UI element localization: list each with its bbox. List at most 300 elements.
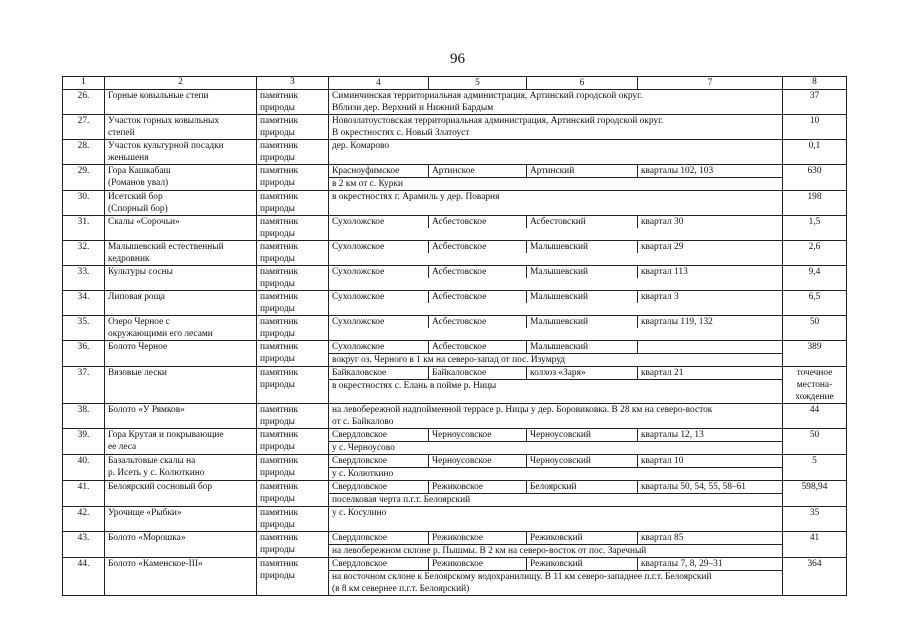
row-number-text: 26. bbox=[77, 91, 90, 101]
quarters: кварталы 119, 132 bbox=[641, 317, 713, 327]
location-cell bbox=[329, 266, 783, 291]
object-name bbox=[105, 558, 257, 596]
location-description: поселковая черта п.г.т. Белоярский bbox=[332, 495, 471, 505]
row-number-text: 27. bbox=[77, 116, 90, 126]
object-name bbox=[105, 165, 257, 191]
object-name-line: (Спорный бор) bbox=[108, 204, 168, 214]
quarters bbox=[638, 341, 782, 354]
forestry-grid bbox=[329, 429, 782, 442]
table-row bbox=[63, 291, 847, 316]
forestry-grid bbox=[329, 455, 782, 468]
row-number bbox=[63, 291, 105, 316]
area-value-line: 2,6 bbox=[808, 242, 821, 252]
forestry: Асбестовское bbox=[429, 291, 527, 303]
location-cell bbox=[329, 455, 783, 481]
area-value bbox=[783, 404, 847, 429]
object-name bbox=[105, 507, 257, 532]
quarters: квартал 10 bbox=[638, 455, 782, 468]
area-value bbox=[783, 507, 847, 532]
row-number bbox=[63, 341, 105, 367]
location-cell bbox=[329, 367, 783, 404]
object-category-line: природы bbox=[260, 380, 295, 390]
object-category bbox=[257, 507, 329, 532]
area-value-line: 0,1 bbox=[808, 141, 821, 151]
table-row bbox=[63, 404, 847, 429]
location-description: вокруг оз. Черного в 1 км на северо-запад от пос. Изумруд bbox=[332, 355, 566, 365]
object-category-line: памятник bbox=[260, 267, 299, 277]
object-name-line: Гора Крутая и покрывающие bbox=[108, 430, 224, 440]
table-row bbox=[63, 241, 847, 266]
sub-forestry: Черноусовский bbox=[527, 429, 638, 442]
location-cell bbox=[329, 507, 783, 532]
object-category bbox=[257, 140, 329, 165]
row-number-text: 30. bbox=[77, 192, 90, 202]
row-number bbox=[63, 404, 105, 429]
object-name bbox=[105, 316, 257, 341]
object-category bbox=[257, 241, 329, 266]
object-category-line: памятник bbox=[260, 91, 299, 101]
object-name bbox=[105, 291, 257, 316]
sub-forestry: Асбестовский bbox=[527, 216, 638, 228]
object-category bbox=[257, 367, 329, 404]
object-category-line: памятник bbox=[260, 456, 299, 466]
forestry-grid bbox=[329, 316, 782, 328]
object-category-line: памятник bbox=[260, 242, 299, 252]
forestry: Байкаловское bbox=[429, 367, 527, 380]
area-value-line: 44 bbox=[809, 405, 820, 415]
row-number bbox=[63, 241, 105, 266]
object-name bbox=[105, 341, 257, 367]
location-description: на левобережной надпойменной террасе р. Ницы у дер. Боровиковка. В 28 км на северо-восток bbox=[332, 405, 713, 415]
area-value-line: 389 bbox=[807, 342, 822, 352]
object-category-line: памятник bbox=[260, 342, 299, 352]
area-value bbox=[783, 140, 847, 165]
header-col-3: 3 bbox=[257, 77, 329, 90]
quarters: квартал 3 bbox=[641, 292, 679, 302]
quarters: квартал 21 bbox=[638, 367, 782, 380]
protected-areas-table bbox=[62, 76, 847, 596]
object-category bbox=[257, 165, 329, 191]
location-description: от с. Байкалово bbox=[332, 417, 394, 427]
area-value bbox=[783, 429, 847, 455]
object-category-line: природы bbox=[260, 545, 295, 555]
sub-forestry: Черноусовский bbox=[527, 455, 638, 468]
object-category-line: природы bbox=[260, 153, 295, 163]
forestry-grid bbox=[329, 367, 782, 380]
forestry-district: Свердловское bbox=[329, 558, 429, 571]
forestry-district: Сухоложское bbox=[329, 316, 429, 328]
object-category-line: памятник bbox=[260, 116, 299, 126]
quarters: квартал 85 bbox=[638, 532, 782, 545]
object-category-line: памятник bbox=[260, 368, 299, 378]
forestry-grid bbox=[329, 216, 782, 228]
area-value-line: местона- bbox=[796, 380, 833, 390]
location-description: у с. Черноусово bbox=[332, 443, 395, 453]
object-name-line: ее леса bbox=[108, 442, 137, 452]
table-row bbox=[63, 191, 847, 216]
row-number bbox=[63, 455, 105, 481]
location-description: у с. Косулино bbox=[332, 508, 387, 518]
location-cell bbox=[329, 115, 783, 140]
forestry: Артинское bbox=[429, 165, 527, 178]
quarters: квартал 113 bbox=[641, 267, 688, 277]
area-value bbox=[783, 291, 847, 316]
forestry-district: Сухоложское bbox=[329, 266, 429, 278]
row-number bbox=[63, 216, 105, 241]
location-cell bbox=[329, 341, 783, 367]
page-number: 96 bbox=[450, 51, 465, 67]
location-cell bbox=[329, 558, 783, 596]
quarters: квартал 30 bbox=[641, 217, 684, 227]
forestry-grid bbox=[329, 165, 782, 178]
header-col-6: 6 bbox=[527, 77, 638, 89]
object-category-line: природы bbox=[260, 329, 295, 339]
object-category-line: природы bbox=[260, 468, 295, 478]
quarters: кварталы 50, 54, 55, 58–61 bbox=[638, 481, 782, 494]
object-category-line: природы bbox=[260, 254, 295, 264]
location-description: у с. Колюткино bbox=[332, 469, 394, 479]
area-value bbox=[783, 90, 847, 115]
object-category-line: памятник bbox=[260, 559, 299, 569]
location-cell bbox=[329, 532, 783, 558]
table-row bbox=[63, 140, 847, 165]
header-row bbox=[63, 77, 847, 90]
object-name-line: р. Исеть у с. Колюткино bbox=[108, 468, 205, 478]
area-value bbox=[783, 115, 847, 140]
sub-forestry: Малышевский bbox=[527, 266, 638, 278]
object-category bbox=[257, 316, 329, 341]
table-row bbox=[63, 90, 847, 115]
area-value-line: 35 bbox=[809, 508, 820, 518]
area-value bbox=[783, 191, 847, 216]
sub-forestry: Малышевский bbox=[527, 291, 638, 303]
location-cell bbox=[329, 90, 783, 115]
area-value bbox=[783, 367, 847, 404]
header-col-1: 1 bbox=[63, 77, 105, 90]
row-number-text: 36. bbox=[77, 342, 90, 352]
quarters: квартал 29 bbox=[641, 242, 684, 252]
object-name bbox=[105, 532, 257, 558]
row-number-text: 40. bbox=[77, 456, 90, 466]
table-row bbox=[63, 316, 847, 341]
forestry-district: Байкаловское bbox=[329, 367, 429, 380]
area-value-line: 598,94 bbox=[801, 482, 828, 492]
area-value bbox=[783, 216, 847, 241]
sub-forestry: Белоярский bbox=[527, 481, 638, 494]
area-value bbox=[783, 558, 847, 596]
forestry: Асбестовское bbox=[429, 266, 527, 278]
object-name bbox=[105, 241, 257, 266]
object-name-line: Скалы «Сорочьи» bbox=[108, 217, 180, 227]
object-name-line: Малышевский естественный bbox=[108, 242, 224, 252]
object-name-line: Исетский бор bbox=[108, 192, 163, 202]
area-value bbox=[783, 165, 847, 191]
object-category bbox=[257, 532, 329, 558]
row-number-text: 42. bbox=[77, 508, 90, 518]
object-category-line: природы bbox=[260, 571, 295, 581]
area-value-line: 630 bbox=[807, 166, 822, 176]
object-name bbox=[105, 140, 257, 165]
row-number bbox=[63, 90, 105, 115]
object-name-line: Культуры сосны bbox=[108, 267, 173, 277]
object-name-line: Липовая роща bbox=[108, 292, 165, 302]
object-name-line: Болото «Каменское-III» bbox=[108, 559, 203, 569]
location-cell bbox=[329, 140, 783, 165]
object-name bbox=[105, 266, 257, 291]
location-cell bbox=[329, 291, 783, 316]
row-number bbox=[63, 558, 105, 596]
forestry-district: Свердловское bbox=[329, 429, 429, 442]
area-value-line: 9,4 bbox=[808, 267, 821, 277]
location-cell bbox=[329, 404, 783, 429]
location-description: Вблизи дер. Верхний и Нижний Бардым bbox=[332, 103, 494, 113]
forestry-grid bbox=[329, 341, 782, 354]
area-value-line: 37 bbox=[809, 91, 820, 101]
object-name-line: Болото «Морошка» bbox=[108, 533, 186, 543]
object-category-line: природы bbox=[260, 128, 295, 138]
row-number-text: 37. bbox=[77, 368, 90, 378]
forestry: Асбестовское bbox=[429, 216, 527, 228]
location-cell bbox=[329, 316, 783, 341]
area-value-line: 50 bbox=[809, 317, 820, 327]
area-value bbox=[783, 532, 847, 558]
object-category bbox=[257, 266, 329, 291]
object-name-line: степей bbox=[108, 128, 135, 138]
object-category-line: памятник bbox=[260, 482, 299, 492]
forestry-grid bbox=[329, 481, 782, 494]
object-name bbox=[105, 481, 257, 507]
area-value bbox=[783, 241, 847, 266]
object-name-line: Гора Кашкабаш bbox=[108, 166, 171, 176]
object-name-line: Озеро Черное с bbox=[108, 317, 170, 327]
object-name-line: Вязовые лески bbox=[108, 368, 167, 378]
object-name bbox=[105, 191, 257, 216]
object-category-line: природы bbox=[260, 417, 295, 427]
sub-forestry: Малышевский bbox=[527, 241, 638, 253]
row-number-text: 33. bbox=[77, 267, 90, 277]
table-row bbox=[63, 481, 847, 507]
object-name-line: окружающими его лесами bbox=[108, 329, 213, 339]
object-name-line: женьшеня bbox=[108, 153, 149, 163]
row-number-text: 28. bbox=[77, 141, 90, 151]
location-description: в 2 км от с. Курки bbox=[332, 179, 403, 189]
object-name-line: (Романов увал) bbox=[108, 178, 169, 188]
object-category bbox=[257, 455, 329, 481]
row-number bbox=[63, 115, 105, 140]
area-value bbox=[783, 316, 847, 341]
object-name bbox=[105, 404, 257, 429]
area-value-line: точечное bbox=[796, 368, 833, 378]
object-category-line: природы bbox=[260, 279, 295, 289]
forestry-district: Свердловское bbox=[329, 481, 429, 494]
forestry-district: Свердловское bbox=[329, 532, 429, 545]
object-category-line: природы bbox=[260, 229, 295, 239]
table-row bbox=[63, 216, 847, 241]
area-value-line: 10 bbox=[809, 116, 820, 126]
object-category bbox=[257, 90, 329, 115]
row-number bbox=[63, 165, 105, 191]
area-value-line: 5 bbox=[812, 456, 817, 466]
object-category-line: памятник bbox=[260, 405, 299, 415]
row-number bbox=[63, 191, 105, 216]
table-row bbox=[63, 165, 847, 191]
forestry-district: Красноуфимское bbox=[329, 165, 429, 178]
location-cell bbox=[329, 429, 783, 455]
forestry-grid bbox=[329, 291, 782, 303]
location-cell bbox=[329, 481, 783, 507]
location-description: дер. Комарово bbox=[332, 141, 390, 151]
table-row bbox=[63, 115, 847, 140]
object-category-line: природы bbox=[260, 520, 295, 530]
object-category-line: памятник bbox=[260, 317, 299, 327]
row-number bbox=[63, 316, 105, 341]
object-category bbox=[257, 341, 329, 367]
object-category bbox=[257, 291, 329, 316]
area-value-line: 50 bbox=[809, 430, 820, 440]
object-category bbox=[257, 191, 329, 216]
forestry-district: Сухоложское bbox=[329, 291, 429, 303]
object-category-line: памятник bbox=[260, 217, 299, 227]
object-category bbox=[257, 404, 329, 429]
object-name-line: Болото Черное bbox=[108, 342, 168, 352]
forestry-district: Сухоложское bbox=[329, 241, 429, 253]
forestry-grid bbox=[329, 532, 782, 545]
forestry-grid bbox=[329, 266, 782, 278]
forestry-grid bbox=[329, 241, 782, 253]
header-col-4-7 bbox=[329, 77, 783, 90]
location-cell bbox=[329, 216, 783, 241]
area-value-line: 198 bbox=[807, 192, 822, 202]
row-number-text: 38. bbox=[77, 405, 90, 415]
object-category-line: памятник bbox=[260, 192, 299, 202]
area-value bbox=[783, 266, 847, 291]
row-number-text: 34. bbox=[77, 292, 90, 302]
area-value bbox=[783, 481, 847, 507]
table-row bbox=[63, 507, 847, 532]
location-description: на восточном склоне к Белоярскому водохранилищу. В 11 км северо-западнее п.г.т. Белоярский bbox=[332, 572, 712, 582]
object-category-line: природы bbox=[260, 442, 295, 452]
object-category-line: природы bbox=[260, 304, 295, 314]
object-category-line: памятник bbox=[260, 141, 299, 151]
object-name-line: Базальтовые скалы на bbox=[108, 456, 196, 466]
object-name-line: Болото «У Рямков» bbox=[108, 405, 185, 415]
location-description: (в 8 км севернее п.г.т. Белоярский) bbox=[332, 584, 470, 594]
sub-forestry: Малышевский bbox=[527, 316, 638, 328]
location-description: на левобережном склоне р. Пышмы. В 2 км на северо-восток от пос. Заречный bbox=[332, 546, 647, 556]
row-number-text: 43. bbox=[77, 533, 90, 543]
object-name bbox=[105, 455, 257, 481]
object-category bbox=[257, 216, 329, 241]
header-col-2: 2 bbox=[105, 77, 257, 90]
quarters: кварталы 102, 103 bbox=[638, 165, 782, 178]
forestry: Асбестовское bbox=[429, 241, 527, 253]
sub-forestry: Малышевский bbox=[527, 341, 638, 354]
area-value-line: 41 bbox=[809, 533, 820, 543]
header-col-5: 5 bbox=[429, 77, 527, 89]
row-number bbox=[63, 507, 105, 532]
sub-forestry: колхоз «Заря» bbox=[527, 367, 638, 380]
forestry: Черноусовское bbox=[429, 429, 527, 442]
table-row bbox=[63, 266, 847, 291]
location-description: Симинчинская территориальная администрация, Артинский городской округ. bbox=[332, 91, 643, 101]
header-col-7: 7 bbox=[707, 78, 713, 88]
area-value-line: хождение bbox=[795, 392, 834, 402]
table-row bbox=[63, 429, 847, 455]
forestry-district: Сухоложское bbox=[329, 216, 429, 228]
location-cell bbox=[329, 241, 783, 266]
object-name-line: Участок горных ковыльных bbox=[108, 116, 220, 126]
location-description: в окрестностях г. Арамиль у дер. Поварня bbox=[332, 192, 500, 202]
forestry: Черноусовское bbox=[429, 455, 527, 468]
area-value bbox=[783, 341, 847, 367]
forestry: Режиковское bbox=[429, 532, 527, 545]
table-row bbox=[63, 455, 847, 481]
sub-forestry: Артинский bbox=[527, 165, 638, 178]
location-description: в окрестностях с. Елань в пойме р. Ницы bbox=[332, 381, 497, 391]
object-category-line: памятник bbox=[260, 166, 299, 176]
object-name-line: Урочище «Рыбки» bbox=[108, 508, 182, 518]
row-number-text: 29. bbox=[77, 166, 90, 176]
sub-forestry: Режиковский bbox=[527, 558, 638, 571]
quarters: кварталы 12, 13 bbox=[638, 429, 782, 442]
object-category bbox=[257, 481, 329, 507]
header-col-8: 8 bbox=[783, 77, 847, 90]
row-number-text: 35. bbox=[77, 317, 90, 327]
forestry: Асбестовское bbox=[429, 341, 527, 354]
object-category-line: природы bbox=[260, 354, 295, 364]
area-value bbox=[783, 455, 847, 481]
object-name bbox=[105, 90, 257, 115]
row-number-text: 44. bbox=[77, 559, 90, 569]
forestry: Режиковское bbox=[429, 558, 527, 571]
object-name-line: Горные ковыльные степи bbox=[108, 91, 209, 101]
location-cell bbox=[329, 191, 783, 216]
row-number bbox=[63, 266, 105, 291]
object-category-line: памятник bbox=[260, 508, 299, 518]
forestry-district: Свердловское bbox=[329, 455, 429, 468]
object-name-line: кедровник bbox=[108, 254, 150, 264]
area-value-line: 6,5 bbox=[808, 292, 821, 302]
object-category-line: природы bbox=[260, 103, 295, 113]
object-category bbox=[257, 115, 329, 140]
row-number-text: 39. bbox=[77, 430, 90, 440]
forestry: Режиковское bbox=[429, 481, 527, 494]
forestry-grid bbox=[329, 558, 782, 571]
quarters: кварталы 7, 8, 29–31 bbox=[638, 558, 782, 571]
object-category-line: памятник bbox=[260, 533, 299, 543]
table-row bbox=[63, 341, 847, 367]
forestry-district: Сухоложское bbox=[329, 341, 429, 354]
object-name-line: Участок культурной посадки bbox=[108, 141, 224, 151]
table-row bbox=[63, 532, 847, 558]
object-category bbox=[257, 558, 329, 596]
object-name bbox=[105, 216, 257, 241]
row-number bbox=[63, 140, 105, 165]
location-description: В окрестностях с. Новый Златоуст bbox=[332, 128, 470, 138]
object-name bbox=[105, 429, 257, 455]
row-number bbox=[63, 367, 105, 404]
object-category-line: природы bbox=[260, 178, 295, 188]
object-name bbox=[105, 115, 257, 140]
row-number bbox=[63, 532, 105, 558]
location-description: Новозлатоустовская территориальная администрация, Артинский городской округ. bbox=[332, 116, 664, 126]
object-category-line: памятник bbox=[260, 430, 299, 440]
table-row bbox=[63, 367, 847, 404]
object-name-line: Белоярский сосновый бор bbox=[108, 482, 213, 492]
object-name bbox=[105, 367, 257, 404]
header-col-4: 4 bbox=[329, 77, 429, 89]
object-category-line: природы bbox=[260, 204, 295, 214]
